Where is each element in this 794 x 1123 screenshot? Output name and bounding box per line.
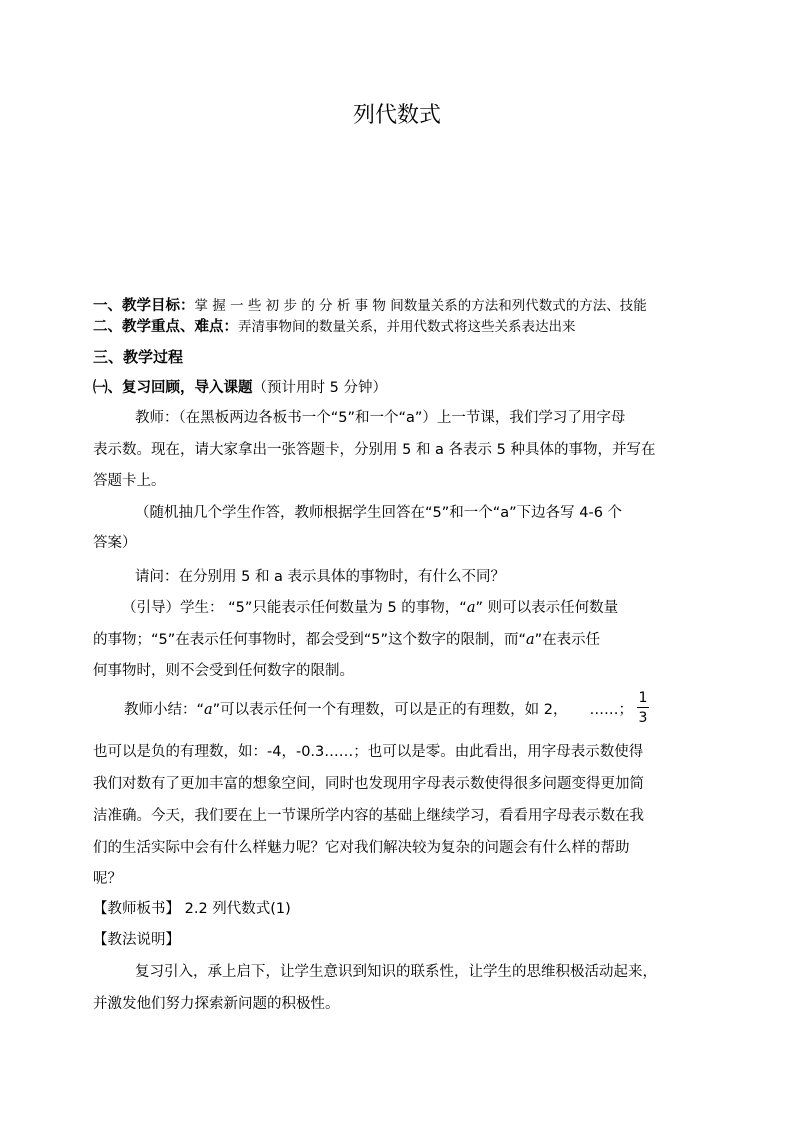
variable-a: a [204, 702, 213, 718]
variable-a: a [526, 632, 535, 648]
paragraph-1-line-1: 教师：（在黑板两边各板书一个“5”和一个“a”）上一节课，我们学习了用字母 [135, 410, 626, 426]
goal-text: 掌 握 一 些 初 步 的 分 析 事 物 间数量关系的方法和列代数式的方法、技能 [194, 298, 647, 314]
section-1-heading [93, 378, 387, 398]
board-label: 【教师板书】 [93, 901, 180, 917]
paragraph-5-line-2: 也可以是负的有理数，如：-4，-0.3……；也可以是零。由此看出，用字母表示数使得 [93, 744, 644, 760]
paragraph-4-line-1 [122, 598, 618, 618]
fraction-denominator: 3 [638, 710, 648, 726]
paragraph-5-line-4: 洁准确。今天，我们要在上一节课所学内容的基础上继续学习，看看用字母表示数在我 [93, 808, 644, 824]
paragraph-3: 请问：在分别用 5 和 a 表示具体的事物时，有什么不同？ [135, 569, 506, 585]
key-label: 二、教学重点、难点： [93, 319, 238, 335]
paragraph-5-line-6: 呢？ [93, 871, 122, 887]
p5-text: ”可以表示任何一个有理数，可以是正的有理数，如 2， [212, 702, 568, 718]
p4-text: ”在表示任 [534, 632, 601, 648]
section-1-label: ㈠、复习回顾，导入课题 [93, 380, 253, 396]
p4-text: ” 则可以表示任何数量 [475, 600, 619, 616]
goal-label: 一、教学目标： [93, 298, 195, 314]
paragraph-4-line-3: 何事物时，则不会受到任何数字的限制。 [93, 663, 354, 679]
paragraph-1-line-3: 答题卡上。 [93, 473, 166, 489]
variable-a: a [466, 600, 476, 616]
key-text: 弄清事物间的数量关系，并用代数式将这些关系表达出来 [238, 319, 576, 335]
paragraph-6-line-1: 复习引入，承上启下，让学生意识到知识的联系性，让学生的思维积极活动起来， [135, 964, 657, 980]
paragraph-2-line-1: （随机抽几个学生作答，教师根据学生回答在“5”和一个“a”下边各写 4-6 个 [135, 505, 623, 521]
fraction-numerator: 1 [638, 690, 648, 706]
p5-text: 教师小结：“ [124, 702, 205, 718]
teaching-key-points [93, 317, 576, 337]
paragraph-5-line-5: 们的生活实际中会有什么样魅力呢？它对我们解决较为复杂的问题会有什么样的帮助 [93, 840, 630, 856]
paragraph-6-line-2: 并激发他们努力探索新问题的积极性。 [93, 996, 340, 1012]
p4-text: 的事物；“5”在表示任何事物时，都会受到“5”这个数字的限制，而“ [93, 632, 527, 648]
board-text: 2.2 列代数式(1) [180, 901, 291, 917]
paragraph-5-line-3: 我们对数有了更加丰富的想象空间，同时也发现用字母表示数使得很多问题变得更加简 [93, 776, 644, 792]
fraction-bar [637, 707, 649, 708]
board-note [93, 899, 291, 919]
process-heading: 三、教学过程 [93, 348, 184, 366]
paragraph-4-line-2 [93, 630, 600, 650]
section-1-time: （预计用时 5 分钟） [252, 380, 387, 396]
p4-text: （引导）学生： “5”只能表示任何数量为 5 的事物，“ [122, 600, 467, 616]
paragraph-5-line-1 [124, 700, 633, 720]
paragraph-1-line-2: 表示数。现在，请大家拿出一张答题卡，分别用 5 和 a 各表示 5 种具体的事物，并写在 [93, 442, 656, 458]
p5-text: ……； [589, 702, 634, 718]
method-label: 【教法说明】 [93, 932, 180, 948]
paragraph-2-line-2: 答案） [93, 535, 137, 551]
page-title: 列代数式 [352, 103, 441, 128]
teaching-goal [93, 296, 647, 316]
